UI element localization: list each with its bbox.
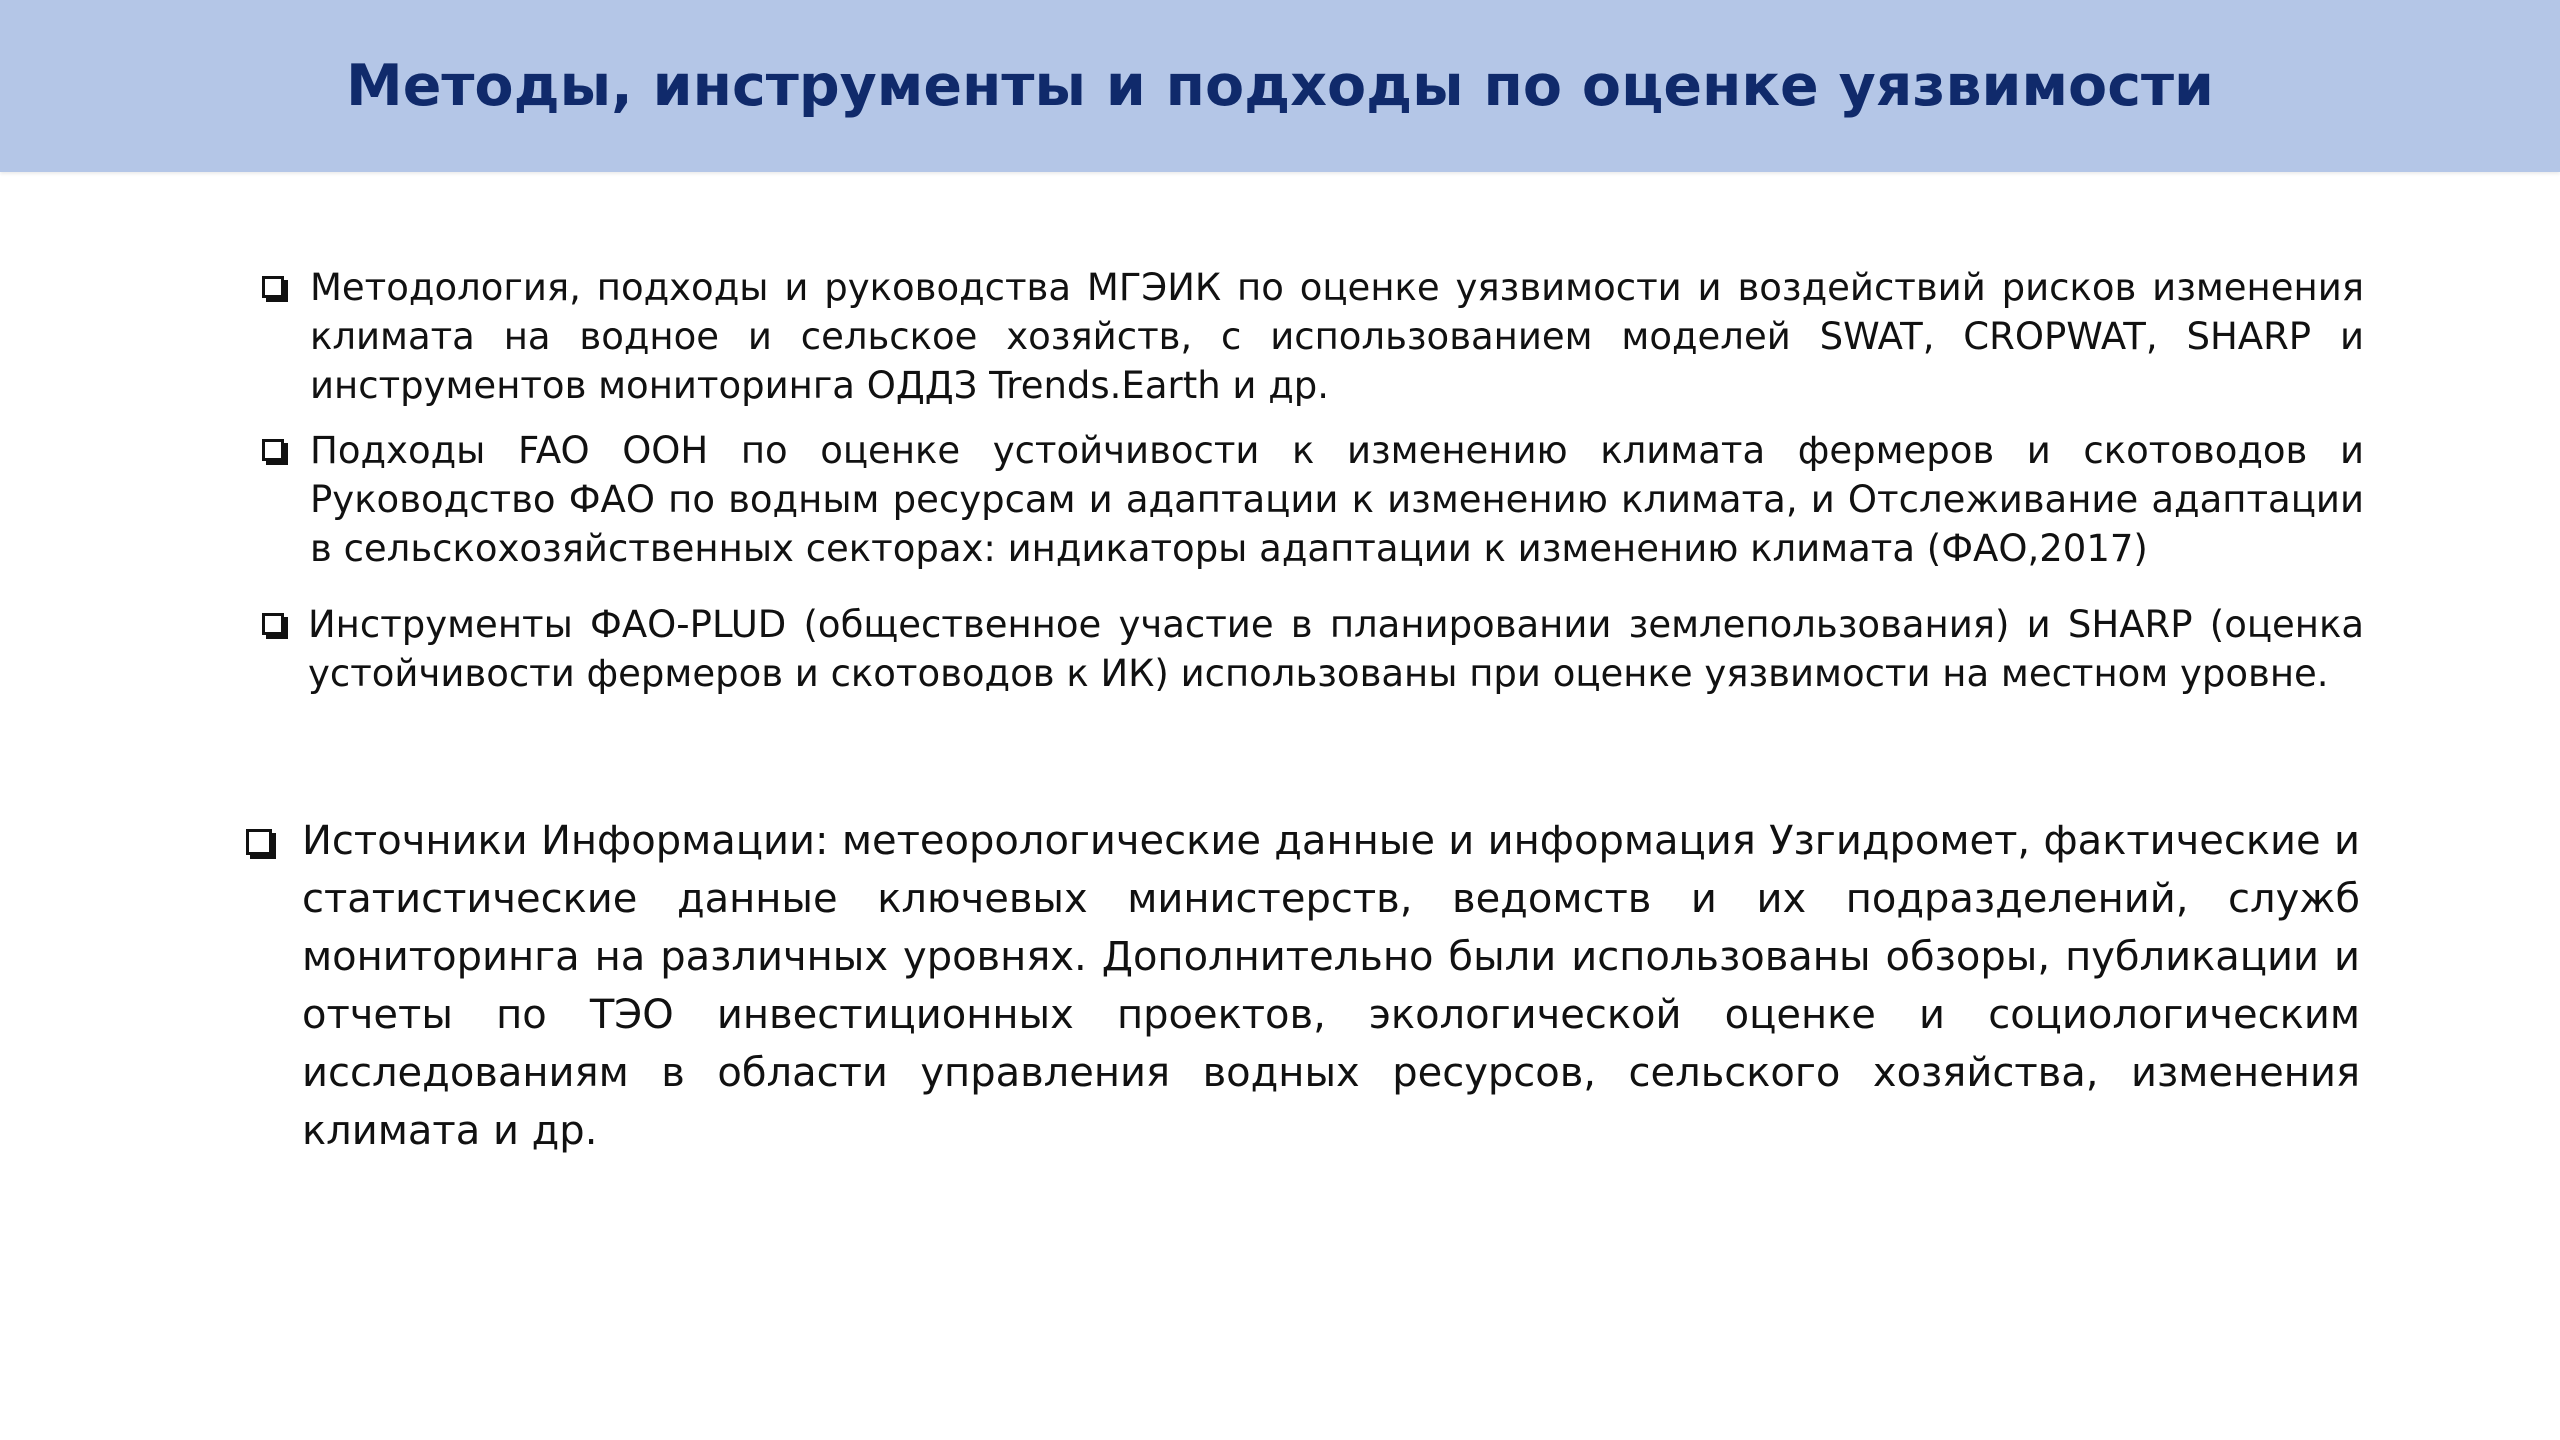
checkbox-bullet-icon (246, 829, 272, 855)
bullet-text: Инструменты ФАО-PLUD (общественное участие в планировании землепользования) и SHARP (оценка устойчивости фермеров и скотоводов к ИК) использованы при оценке уязвимости на местном уровне. (308, 603, 2364, 695)
slide-header (0, 0, 2560, 172)
slide-title: Методы, инструменты и подходы по оценке уязвимости (346, 53, 2214, 119)
bullet-text: Подходы FAO ООН по оценке устойчивости к изменению климата фермеров и скотоводов и Руководство ФАО по водным ресурсам и адаптации к изменению климата, и Отслеживание адаптации в сельскохозяйственных секторах: индикаторы адаптации к изменению климата (ФАО,2017) (310, 429, 2364, 570)
bullet-item-fao-approaches (262, 426, 2364, 573)
bullet-item-fao-plud-tools (262, 600, 2364, 698)
checkbox-bullet-icon (262, 439, 284, 461)
bullet-text: Методология, подходы и руководства МГЭИК по оценке уязвимости и воздействий рисков изменения климата на водное и сельское хозяйств, с использованием моделей SWAT, CROPWAT, SHARP и инструментов мониторинга ОДДЗ Trends.Earth и др. (310, 266, 2364, 407)
bullet-text: Источники Информации: метеорологические данные и информация Узгидромет, фактические и статистические данные ключевых министерств, ведомств и их подразделений, служб мониторинга на различных уровнях. Дополнительно были использованы обзоры, публикации и отчеты по ТЭО инвестиционных проектов, экологической оценке и социологическим исследованиям в области управления водных ресурсов, сельского хозяйства, изменения климата и др. (302, 818, 2360, 1154)
bullet-item-information-sources (246, 812, 2360, 1160)
checkbox-bullet-icon (262, 613, 284, 635)
checkbox-bullet-icon (262, 276, 284, 298)
bullet-item-ipcc-methodology (262, 263, 2364, 410)
